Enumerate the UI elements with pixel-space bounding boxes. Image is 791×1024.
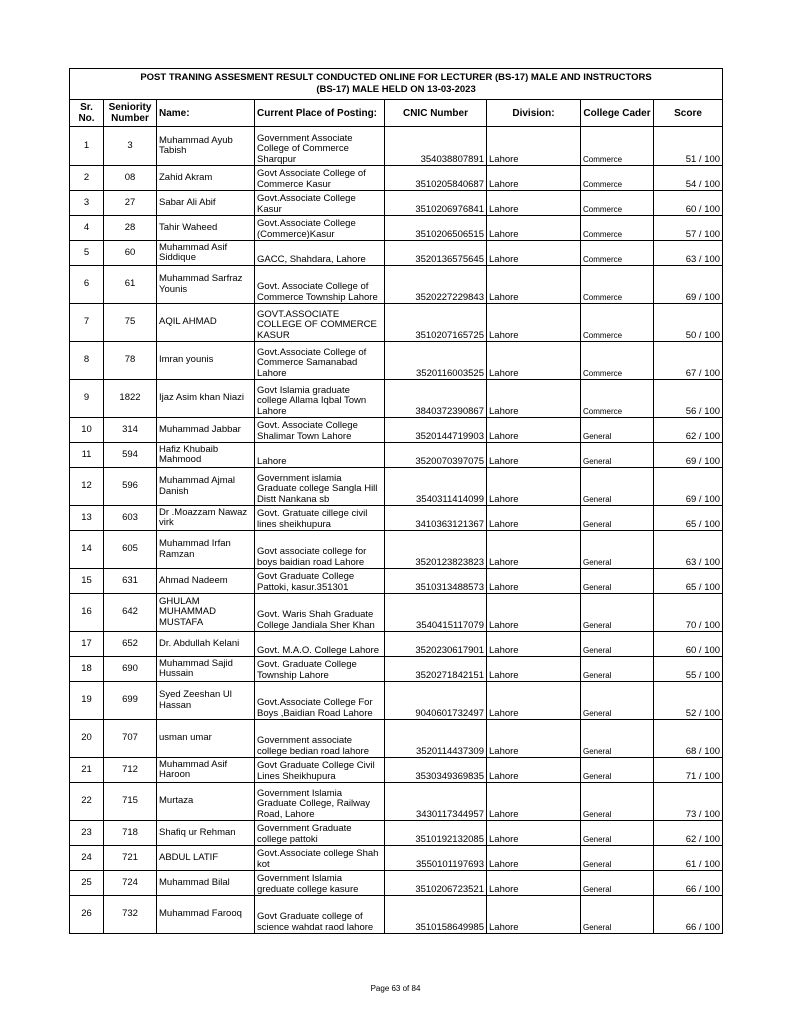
cell-seniority: 3 [104, 127, 157, 166]
cell-cadre: Commerce [581, 380, 654, 418]
cell-cadre: General [581, 468, 654, 506]
cell-name: ABDUL LATIF [157, 846, 255, 871]
cell-name: Muhammad Ayub Tabish [157, 127, 255, 166]
cell-name: Muhammad Irfan Ramzan [157, 531, 255, 569]
cell-sr: 19 [70, 682, 104, 720]
cell-sr: 3 [70, 191, 104, 216]
cell-sr: 25 [70, 871, 104, 896]
table-row [70, 783, 723, 821]
cell-cadre: General [581, 758, 654, 783]
cell-seniority: 75 [104, 304, 157, 342]
cell-cadre: General [581, 443, 654, 468]
cell-posting: GOVT.ASSOCIATE COLLEGE OF COMMERCE KASUR [255, 304, 385, 342]
table-row [70, 720, 723, 758]
cell-cadre: General [581, 682, 654, 720]
cell-cadre: General [581, 569, 654, 594]
table-row [70, 506, 723, 531]
cell-seniority: 721 [104, 846, 157, 871]
cell-division: Lahore [487, 380, 581, 418]
table-row [70, 896, 723, 934]
cell-seniority: 631 [104, 569, 157, 594]
cell-sr: 22 [70, 783, 104, 821]
header-name: Name: [157, 100, 255, 127]
cell-division: Lahore [487, 594, 581, 632]
cell-seniority: 642 [104, 594, 157, 632]
cell-seniority: 652 [104, 632, 157, 657]
cell-name: Shafiq ur Rehman [157, 821, 255, 846]
cell-score: 69 / 100 [654, 443, 723, 468]
cell-score: 69 / 100 [654, 266, 723, 304]
cell-division: Lahore [487, 304, 581, 342]
cell-cadre: Commerce [581, 241, 654, 266]
cell-sr: 24 [70, 846, 104, 871]
cell-cnic: 3510206506515 [385, 216, 487, 241]
cell-name: Tahir Waheed [157, 216, 255, 241]
cell-score: 62 / 100 [654, 821, 723, 846]
cell-score: 54 / 100 [654, 166, 723, 191]
table-row [70, 682, 723, 720]
cell-seniority: 60 [104, 241, 157, 266]
cell-seniority: 1822 [104, 380, 157, 418]
cell-seniority: 718 [104, 821, 157, 846]
cell-sr: 11 [70, 443, 104, 468]
cell-cadre: General [581, 632, 654, 657]
header-cadre: College Cader [581, 100, 654, 127]
cell-cnic: 3510313488573 [385, 569, 487, 594]
cell-name: Sabar Ali Abif [157, 191, 255, 216]
result-sheet [69, 68, 722, 934]
cell-cnic: 3510206723521 [385, 871, 487, 896]
cell-name: Murtaza [157, 783, 255, 821]
cell-sr: 20 [70, 720, 104, 758]
cell-posting: Government Islamia Graduate College, Railway Road, Lahore [255, 783, 385, 821]
cell-cnic: 3520227229843 [385, 266, 487, 304]
cell-cadre: Commerce [581, 304, 654, 342]
cell-cnic: 3510192132085 [385, 821, 487, 846]
cell-sr: 17 [70, 632, 104, 657]
cell-score: 62 / 100 [654, 418, 723, 443]
cell-sr: 18 [70, 657, 104, 682]
cell-score: 63 / 100 [654, 241, 723, 266]
cell-division: Lahore [487, 758, 581, 783]
cell-score: 60 / 100 [654, 632, 723, 657]
cell-score: 57 / 100 [654, 216, 723, 241]
cell-cnic: 3540311414099 [385, 468, 487, 506]
cell-seniority: 707 [104, 720, 157, 758]
table-row [70, 216, 723, 241]
cell-name: Syed Zeeshan Ul Hassan [157, 682, 255, 720]
cell-cadre: Commerce [581, 216, 654, 241]
cell-posting: Govt associate college for boys baidian road Lahore [255, 531, 385, 569]
cell-sr: 8 [70, 342, 104, 380]
table-row [70, 569, 723, 594]
table-title [70, 69, 723, 100]
cell-cadre: General [581, 783, 654, 821]
cell-score: 51 / 100 [654, 127, 723, 166]
cell-cadre: General [581, 531, 654, 569]
cell-posting: Lahore [255, 443, 385, 468]
cell-division: Lahore [487, 166, 581, 191]
title-line-2: (BS-17) MALE HELD ON 13-03-2023 [316, 84, 476, 95]
table-row [70, 443, 723, 468]
cell-seniority: 28 [104, 216, 157, 241]
table-row [70, 418, 723, 443]
cell-score: 55 / 100 [654, 657, 723, 682]
cell-sr: 12 [70, 468, 104, 506]
table-row [70, 657, 723, 682]
cell-seniority: 603 [104, 506, 157, 531]
cell-name: Ijaz Asim khan Niazi [157, 380, 255, 418]
cell-posting: Govt. M.A.O. College Lahore [255, 632, 385, 657]
cell-name: Muhammad Jabbar [157, 418, 255, 443]
header-cnic: CNIC Number [385, 100, 487, 127]
cell-posting: Govt. Associate College Shalimar Town Lahore [255, 418, 385, 443]
header-sr: Sr. No. [70, 100, 104, 127]
header-score: Score [654, 100, 723, 127]
cell-score: 70 / 100 [654, 594, 723, 632]
cell-score: 69 / 100 [654, 468, 723, 506]
cell-cadre: Commerce [581, 342, 654, 380]
cell-cadre: Commerce [581, 127, 654, 166]
table-row [70, 191, 723, 216]
cell-score: 65 / 100 [654, 506, 723, 531]
cell-division: Lahore [487, 783, 581, 821]
cell-posting: Govt Associate College of Commerce Kasur [255, 166, 385, 191]
cell-name: GHULAM MUHAMMAD MUSTAFA [157, 594, 255, 632]
cell-posting: Government islamia Graduate college Sangla Hill Distt Nankana sb [255, 468, 385, 506]
cell-cadre: General [581, 418, 654, 443]
cell-posting: Govt. Graduate College Township Lahore [255, 657, 385, 682]
cell-division: Lahore [487, 821, 581, 846]
table-row [70, 468, 723, 506]
cell-division: Lahore [487, 720, 581, 758]
cell-posting: Govt.Associate College (Commerce)Kasur [255, 216, 385, 241]
table-row [70, 166, 723, 191]
cell-cnic: 3520123823823 [385, 531, 487, 569]
cell-posting: GACC, Shahdara, Lahore [255, 241, 385, 266]
cell-cadre: General [581, 846, 654, 871]
cell-seniority: 596 [104, 468, 157, 506]
cell-name: AQIL AHMAD [157, 304, 255, 342]
table-row [70, 758, 723, 783]
cell-cnic: 3520114437309 [385, 720, 487, 758]
cell-name: usman umar [157, 720, 255, 758]
cell-posting: Government Graduate college pattoki [255, 821, 385, 846]
cell-sr: 14 [70, 531, 104, 569]
header-division: Division: [487, 100, 581, 127]
cell-name: Muhammad Asif Siddique [157, 241, 255, 266]
cell-division: Lahore [487, 468, 581, 506]
table-row [70, 380, 723, 418]
cell-name: Muhammad Farooq [157, 896, 255, 934]
cell-posting: Govt. Gratuate cillege civil lines sheikhupura [255, 506, 385, 531]
cell-name: Muhammad Asif Haroon [157, 758, 255, 783]
cell-seniority: 314 [104, 418, 157, 443]
cell-cadre: Commerce [581, 166, 654, 191]
cell-division: Lahore [487, 506, 581, 531]
cell-division: Lahore [487, 216, 581, 241]
cell-name: Hafiz Khubaib Mahmood [157, 443, 255, 468]
cell-sr: 13 [70, 506, 104, 531]
cell-cnic: 3840372390867 [385, 380, 487, 418]
table-row [70, 846, 723, 871]
cell-sr: 7 [70, 304, 104, 342]
cell-name: Ahmad Nadeem [157, 569, 255, 594]
cell-seniority: 732 [104, 896, 157, 934]
cell-score: 56 / 100 [654, 380, 723, 418]
cell-seniority: 78 [104, 342, 157, 380]
cell-name: Imran younis [157, 342, 255, 380]
cell-division: Lahore [487, 846, 581, 871]
table-row [70, 241, 723, 266]
cell-posting: Government Associate College of Commerce Sharqpur [255, 127, 385, 166]
cell-division: Lahore [487, 682, 581, 720]
cell-posting: Govt. Associate College of Commerce Township Lahore [255, 266, 385, 304]
cell-score: 71 / 100 [654, 758, 723, 783]
cell-name: Muhammad Ajmal Danish [157, 468, 255, 506]
cell-posting: Govt.Associate College of Commerce Samanabad Lahore [255, 342, 385, 380]
table-body [70, 127, 723, 934]
cell-posting: Govt.Associate college Shah kot [255, 846, 385, 871]
cell-cadre: General [581, 821, 654, 846]
cell-seniority: 699 [104, 682, 157, 720]
table-row [70, 594, 723, 632]
table-row [70, 531, 723, 569]
cell-seniority: 27 [104, 191, 157, 216]
cell-score: 52 / 100 [654, 682, 723, 720]
cell-score: 66 / 100 [654, 871, 723, 896]
header-seniority: Seniority Number [104, 100, 157, 127]
cell-sr: 23 [70, 821, 104, 846]
cell-cnic: 3510206976841 [385, 191, 487, 216]
cell-cnic: 3510158649985 [385, 896, 487, 934]
table-row [70, 632, 723, 657]
cell-sr: 26 [70, 896, 104, 934]
cell-sr: 9 [70, 380, 104, 418]
cell-score: 66 / 100 [654, 896, 723, 934]
cell-name: Muhammad Sarfraz Younis [157, 266, 255, 304]
cell-sr: 10 [70, 418, 104, 443]
cell-cnic: 3550101197693 [385, 846, 487, 871]
cell-score: 67 / 100 [654, 342, 723, 380]
cell-posting: Govt Graduate college of science wahdat raod lahore [255, 896, 385, 934]
table-row [70, 127, 723, 166]
cell-posting: Govt Graduate College Civil Lines Sheikhupura [255, 758, 385, 783]
cell-posting: Government associate college bedian road lahore [255, 720, 385, 758]
cell-sr: 16 [70, 594, 104, 632]
cell-name: Dr .Moazzam Nawaz virk [157, 506, 255, 531]
cell-sr: 1 [70, 127, 104, 166]
cell-sr: 15 [70, 569, 104, 594]
cell-division: Lahore [487, 127, 581, 166]
cell-division: Lahore [487, 569, 581, 594]
cell-cnic: 3520136575645 [385, 241, 487, 266]
cell-cadre: General [581, 871, 654, 896]
cell-seniority: 08 [104, 166, 157, 191]
cell-sr: 4 [70, 216, 104, 241]
cell-score: 60 / 100 [654, 191, 723, 216]
cell-seniority: 712 [104, 758, 157, 783]
cell-cadre: Commerce [581, 191, 654, 216]
cell-division: Lahore [487, 418, 581, 443]
cell-seniority: 715 [104, 783, 157, 821]
cell-cadre: General [581, 720, 654, 758]
cell-division: Lahore [487, 657, 581, 682]
cell-division: Lahore [487, 896, 581, 934]
cell-cnic: 3520116003525 [385, 342, 487, 380]
cell-division: Lahore [487, 241, 581, 266]
cell-cnic: 3520144719903 [385, 418, 487, 443]
cell-cnic: 3520230617901 [385, 632, 487, 657]
cell-seniority: 724 [104, 871, 157, 896]
cell-division: Lahore [487, 632, 581, 657]
cell-posting: Govt Islamia graduate college Allama Iqbal Town Lahore [255, 380, 385, 418]
cell-name: Muhammad Bilal [157, 871, 255, 896]
cell-division: Lahore [487, 531, 581, 569]
page-footer: Page 63 of 84 [370, 984, 421, 993]
table-row [70, 304, 723, 342]
cell-seniority: 605 [104, 531, 157, 569]
table-row [70, 821, 723, 846]
cell-division: Lahore [487, 191, 581, 216]
cell-cnic: 3430117344957 [385, 783, 487, 821]
cell-sr: 5 [70, 241, 104, 266]
cell-score: 73 / 100 [654, 783, 723, 821]
cell-score: 61 / 100 [654, 846, 723, 871]
table-row [70, 266, 723, 304]
cell-cnic: 3530349369835 [385, 758, 487, 783]
cell-cadre: General [581, 657, 654, 682]
cell-score: 63 / 100 [654, 531, 723, 569]
cell-division: Lahore [487, 871, 581, 896]
cell-cnic: 3540415117079 [385, 594, 487, 632]
cell-cnic: 3510207165725 [385, 304, 487, 342]
cell-score: 50 / 100 [654, 304, 723, 342]
cell-posting: Govt. Waris Shah Graduate College Jandiala Sher Khan [255, 594, 385, 632]
cell-sr: 21 [70, 758, 104, 783]
cell-cnic: 3510205840687 [385, 166, 487, 191]
table-row [70, 342, 723, 380]
cell-cnic: 3520271842151 [385, 657, 487, 682]
cell-division: Lahore [487, 342, 581, 380]
cell-score: 65 / 100 [654, 569, 723, 594]
cell-division: Lahore [487, 266, 581, 304]
cell-name: Dr. Abdullah Kelani [157, 632, 255, 657]
cell-name: Zahid Akram [157, 166, 255, 191]
cell-posting: Govt.Associate College For Boys ,Baidian Road Lahore [255, 682, 385, 720]
cell-name: Muhammad Sajid Hussain [157, 657, 255, 682]
result-table [69, 68, 723, 934]
cell-cnic: 3520070397075 [385, 443, 487, 468]
table-row [70, 871, 723, 896]
cell-sr: 2 [70, 166, 104, 191]
cell-posting: Government Islamia greduate college kasure [255, 871, 385, 896]
cell-cadre: General [581, 594, 654, 632]
cell-cadre: General [581, 506, 654, 531]
cell-seniority: 690 [104, 657, 157, 682]
cell-seniority: 594 [104, 443, 157, 468]
cell-sr: 6 [70, 266, 104, 304]
cell-cnic: 354038807891 [385, 127, 487, 166]
cell-posting: Govt Graduate College Pattoki, kasur.351301 [255, 569, 385, 594]
cell-cnic: 9040601732497 [385, 682, 487, 720]
cell-cadre: General [581, 896, 654, 934]
header-posting: Current Place of Posting: [255, 100, 385, 127]
cell-seniority: 61 [104, 266, 157, 304]
cell-cadre: Commerce [581, 266, 654, 304]
cell-cnic: 3410363121367 [385, 506, 487, 531]
title-line-1: POST TRANING ASSESMENT RESULT CONDUCTED ONLINE FOR LECTURER (BS-17) MALE AND INSTRUCTORS [140, 72, 652, 83]
cell-posting: Govt.Associate College Kasur [255, 191, 385, 216]
cell-score: 68 / 100 [654, 720, 723, 758]
cell-division: Lahore [487, 443, 581, 468]
